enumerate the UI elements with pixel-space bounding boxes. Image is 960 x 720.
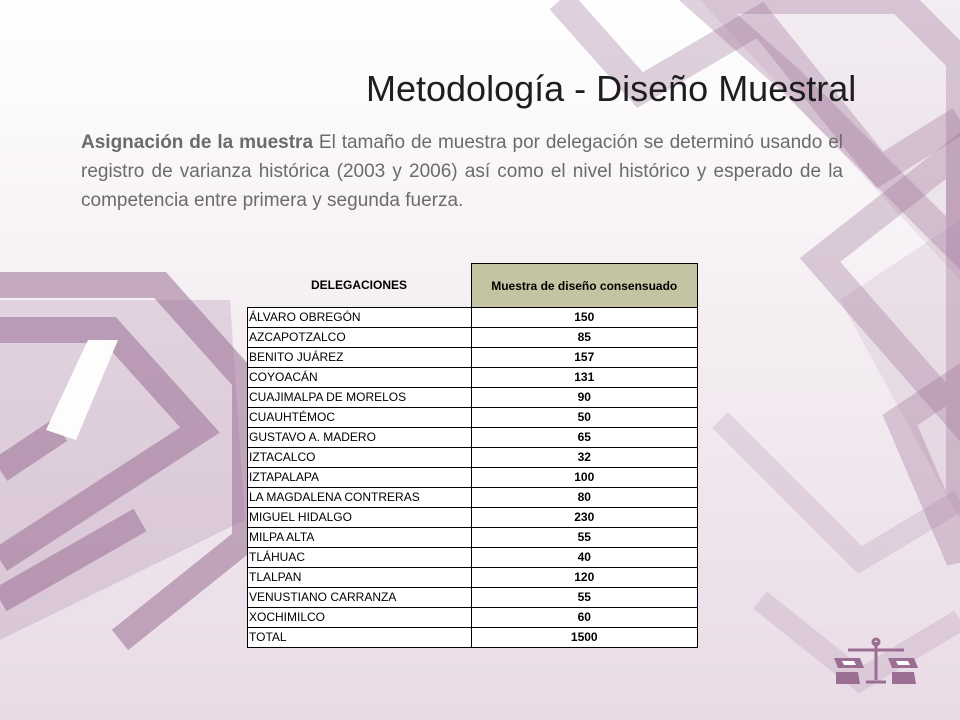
table-row: [248, 608, 698, 628]
muestra-cell: 230: [471, 508, 698, 528]
table-row: [248, 308, 698, 328]
muestra-cell: 50: [471, 408, 698, 428]
muestra-cell: 120: [471, 568, 698, 588]
delegacion-cell: COYOACÁN: [248, 368, 472, 388]
table-row: [248, 468, 698, 488]
delegacion-cell: BENITO JUÁREZ: [248, 348, 472, 368]
intro-lead: Asignación de la muestra: [81, 132, 314, 153]
table-row: [248, 508, 698, 528]
table-row: [248, 348, 698, 368]
muestra-cell: 55: [471, 588, 698, 608]
muestra-cell: 85: [471, 328, 698, 348]
muestra-cell: 131: [471, 368, 698, 388]
delegacion-cell: XOCHIMILCO: [248, 608, 472, 628]
delegacion-cell: IZTACALCO: [248, 448, 472, 468]
muestra-cell: 157: [471, 348, 698, 368]
delegacion-cell: TLALPAN: [248, 568, 472, 588]
delegacion-cell: TLÁHUAC: [248, 548, 472, 568]
delegacion-cell: GUSTAVO A. MADERO: [248, 428, 472, 448]
table-header-row: [248, 264, 698, 308]
table-row: [248, 528, 698, 548]
muestra-cell: 40: [471, 548, 698, 568]
table-row: [248, 428, 698, 448]
intro-paragraph: [81, 128, 843, 215]
delegacion-cell: CUAUHTÉMOC: [248, 408, 472, 428]
total-value: 1500: [471, 628, 698, 648]
muestra-cell: 32: [471, 448, 698, 468]
delegacion-cell: AZCAPOTZALCO: [248, 328, 472, 348]
muestra-cell: 150: [471, 308, 698, 328]
muestra-cell: 90: [471, 388, 698, 408]
table-row: [248, 568, 698, 588]
delegacion-cell: LA MAGDALENA CONTRERAS: [248, 488, 472, 508]
total-label: TOTAL: [248, 628, 472, 648]
muestra-cell: 65: [471, 428, 698, 448]
total-row: [248, 628, 698, 648]
muestra-cell: 100: [471, 468, 698, 488]
delegacion-cell: MIGUEL HIDALGO: [248, 508, 472, 528]
table-row: [248, 408, 698, 428]
table-row: [248, 328, 698, 348]
slide-title: Metodología - Diseño Muestral: [366, 68, 857, 109]
header-delegaciones: DELEGACIONES: [248, 264, 472, 308]
scales-of-justice-logo-icon: [830, 636, 922, 688]
intro-text: El tamaño de muestra por delegación se determinó usando el registro de varianza histórica (2003 y 2006) así como el nivel histórico y esperado de la competencia entre primera y segunda fuerza.: [81, 132, 843, 211]
delegacion-cell: CUAJIMALPA DE MORELOS: [248, 388, 472, 408]
table-row: [248, 488, 698, 508]
delegacion-cell: MILPA ALTA: [248, 528, 472, 548]
muestra-cell: 60: [471, 608, 698, 628]
delegacion-cell: ÁLVARO OBREGÓN: [248, 308, 472, 328]
sample-table: [247, 263, 698, 648]
muestra-cell: 55: [471, 528, 698, 548]
table-row: [248, 368, 698, 388]
muestra-cell: 80: [471, 488, 698, 508]
table-row: [248, 548, 698, 568]
delegacion-cell: IZTAPALAPA: [248, 468, 472, 488]
header-muestra: Muestra de diseño consensuado: [471, 264, 698, 308]
table-row: [248, 388, 698, 408]
table-row: [248, 448, 698, 468]
table-row: [248, 588, 698, 608]
delegacion-cell: VENUSTIANO CARRANZA: [248, 588, 472, 608]
